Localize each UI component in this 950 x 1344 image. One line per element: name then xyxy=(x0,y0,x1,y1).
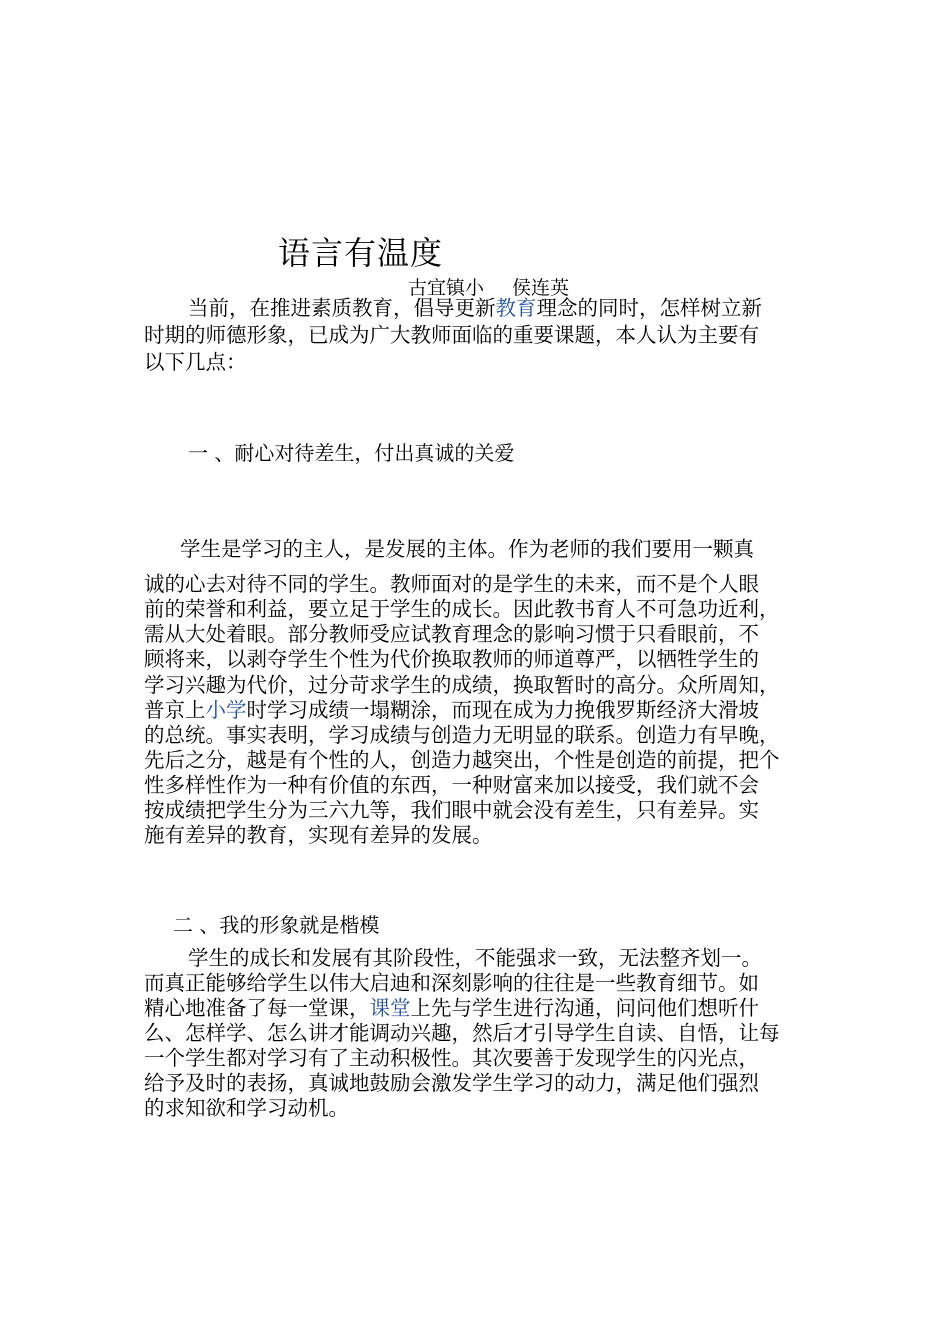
section-1-line-6: 学习兴趣为代价，过分苛求学生的成绩，换取暂时的高分。众所周知， xyxy=(144,673,780,697)
section-2-line-2: 而真正能够给学生以伟大启迪和深刻影响的往往是一些教育细节。如 xyxy=(144,971,759,995)
section-1-line-3: 前的荣誉和利益，要立足于学生的成长。因此教书育人不可急功近利， xyxy=(144,597,780,621)
section-1-line-7: 普京上小学时学习成绩一塌糊涂，而现在成为力挽俄罗斯经济大滑坡 xyxy=(144,698,759,722)
education-link[interactable]: 教育 xyxy=(495,296,537,320)
section-2-line-7: 的求知欲和学习动机。 xyxy=(144,1096,349,1120)
section-2-line-3: 精心地准备了每一堂课，课堂上先与学生进行沟通，问问他们想听什 xyxy=(144,996,759,1020)
section-2-line-4: 么、怎样学、怎么讲才能调动兴趣，然后才引导学生自读、自悟，让每 xyxy=(144,1021,780,1045)
intro-line-1: 当前，在推进素质教育，倡导更新教育理念的同时，怎样树立新 xyxy=(188,296,762,320)
section-1-heading: 一 、耐心对待差生，付出真诚的关爱 xyxy=(188,441,515,465)
author-name: 侯连英 xyxy=(512,277,570,299)
section-1-line-9: 先后之分，越是有个性的人，创造力越突出，个性是创造的前提，把个 xyxy=(144,748,780,772)
author-school: 古宜镇小 xyxy=(408,277,485,299)
section-1-line-11: 按成绩把学生分为三六九等，我们眼中就会没有差生，只有差异。实 xyxy=(144,798,759,822)
section-1-line-5: 顾将来，以剥夺学生个性为代价换取教师的师道尊严，以牺牲学生的 xyxy=(144,647,759,671)
primary-school-link[interactable]: 小学 xyxy=(205,698,247,722)
classroom-link[interactable]: 课堂 xyxy=(369,996,411,1020)
section-1-line-2: 诚的心去对待不同的学生。教师面对的是学生的未来，而不是个人眼 xyxy=(144,572,759,596)
section-1-line-12: 施有差异的教育，实现有差异的发展。 xyxy=(144,823,493,847)
section-1-line-8: 的总统。事实表明，学习成绩与创造力无明显的联系。创造力有早晚， xyxy=(144,723,780,747)
section-2-line-5: 一个学生都对学习有了主动积极性。其次要善于发现学生的闪光点， xyxy=(144,1046,759,1070)
section-1-line-10: 性多样性作为一种有价值的东西，一种财富来加以接受，我们就不会 xyxy=(144,773,759,797)
intro-line-2: 时期的师德形象，已成为广大教师面临的重要课题，本人认为主要有 xyxy=(144,323,759,347)
section-2-line-1: 学生的成长和发展有其阶段性，不能强求一致，无法整齐划一。 xyxy=(188,946,762,970)
section-2-line-6: 给予及时的表扬，真诚地鼓励会激发学生学习的动力，满足他们强烈 xyxy=(144,1071,759,1095)
section-1-line-4: 需从大处着眼。部分教师受应试教育理念的影响习惯于只看眼前，不 xyxy=(144,622,759,646)
page-title: 语言有温度 xyxy=(278,234,444,272)
section-2-heading: 二 、我的形象就是楷模 xyxy=(173,913,380,937)
intro-line-3: 以下几点： xyxy=(144,350,247,374)
section-1-line-1: 学生是学习的主人，是发展的主体。作为老师的我们要用一颗真 xyxy=(180,537,754,561)
